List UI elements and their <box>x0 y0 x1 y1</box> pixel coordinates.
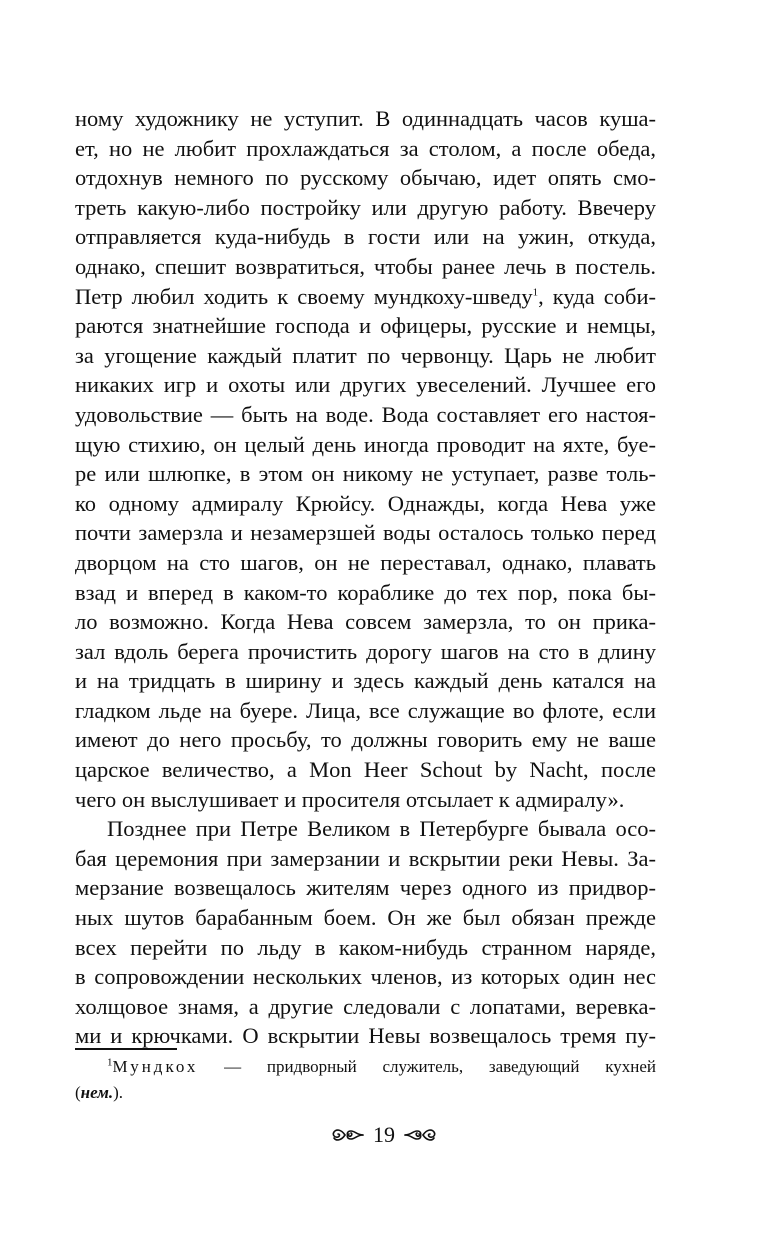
text-line: отправляется куда-нибудь в гости или на ужин, откуда, <box>75 224 656 250</box>
paragraph-1 <box>75 104 656 814</box>
footnote-line <box>75 1080 656 1106</box>
text-line: имеют до него просьбу, то должны говорить ему не ваше <box>75 727 656 753</box>
text-line: ко одному адмиралу Крюйсу. Однажды, когда Нева уже <box>75 490 656 516</box>
text-line: и на тридцать в ширину и здесь каждый день катался на <box>75 668 656 694</box>
text-line: отдохнув немного по русскому обычаю, идет опять смо- <box>75 165 656 191</box>
text-line: ному художнику не уступит. В одиннадцать часов куша- <box>75 106 656 131</box>
text-line: дворцом на сто шагов, он не переставал, однако, плавать <box>75 549 656 575</box>
text-line: никаких игр и охоты или других увеселений. Лучшее его <box>75 372 656 398</box>
text-line: чего он выслушивает и просителя отсылает к адмиралу». <box>75 786 625 812</box>
footnote <box>75 1054 656 1106</box>
text-line: однако, спешит возвратиться, чтобы ранее лечь в постель. <box>75 253 656 279</box>
text-line: почти замерзла и незамерзшей воды осталось только перед <box>75 520 656 546</box>
text-line: в сопровождении нескольких членов, из которых один нес <box>75 964 656 990</box>
page-number: 19 <box>373 1121 395 1147</box>
text-line: ло возможно. Когда Нева совсем замерзла, то он прика- <box>75 609 656 635</box>
page-folio <box>0 1118 768 1150</box>
text-line: удовольствие — быть на воде. Вода составляет его настоя- <box>75 401 656 427</box>
text-line: царское величество, а Mon Heer Schout by Nacht, после <box>75 757 656 783</box>
text-line: бая церемония при замерзании и вскрытии реки Невы. За- <box>75 845 656 871</box>
scroll-ornament-right-icon <box>403 1125 437 1145</box>
text-line: ре или шлюпке, в этом он никому не уступает, разве толь- <box>75 461 656 487</box>
text-segment: , куда соби- <box>538 283 656 309</box>
footnote-line <box>75 1054 656 1080</box>
footnote-number: 1 <box>107 1056 113 1069</box>
text-segment: Петр любил ходить к своему мундкоху-шведу <box>75 283 533 309</box>
footnote-divider <box>75 1048 177 1050</box>
footnote-language: нем. <box>80 1083 114 1102</box>
text-line: ми и крючками. О вскрытии Невы возвещалось тремя пу- <box>75 1023 656 1049</box>
text-line: ет, но не любит прохлаждаться за столом, а после обеда, <box>75 135 656 161</box>
text-line: за угощение каждый платит по червонцу. Царь не любит <box>75 342 656 368</box>
footnote-reference: 1 <box>532 286 539 299</box>
footnote-definition: — придворный служитель, заведующий кухней <box>198 1057 656 1076</box>
text-line: раются знатнейшие господа и офицеры, русские и немцы, <box>75 313 656 339</box>
footnote-mark <box>75 1054 113 1080</box>
footnote-paren: ). <box>113 1083 124 1102</box>
scroll-ornament-left-icon <box>331 1125 365 1145</box>
text-line-with-footnote-ref <box>75 282 656 312</box>
footnote-term: Мундкох <box>112 1057 199 1076</box>
text-line: зал вдоль берега прочистить дорогу шагов на сто в длину <box>75 638 656 664</box>
footnote-paren: ( <box>75 1083 81 1102</box>
text-line: мерзание возвещалось жителям через одного из придвор- <box>75 875 656 901</box>
text-line: взад и вперед в каком-то кораблике до тех пор, пока бы- <box>75 579 656 605</box>
text-line: щую стихию, он целый день иногда проводит на яхте, буе- <box>75 431 656 457</box>
text-line: холщовое знамя, а другие следовали с лопатами, веревка- <box>75 993 656 1019</box>
text-line: Позднее при Петре Великом в Петербурге бывала осо- <box>107 816 656 842</box>
paragraph-2 <box>75 814 656 1051</box>
text-line: треть какую-либо постройку или другую работу. Ввечеру <box>75 194 656 220</box>
text-line: ных шутов барабанным боем. Он же был обязан прежде <box>75 905 656 931</box>
text-line: гладком льде на буере. Лица, все служащие во флоте, если <box>75 697 656 723</box>
main-text <box>75 104 656 1051</box>
text-line: всех перейти по льду в каком-нибудь странном наряде, <box>75 934 656 960</box>
